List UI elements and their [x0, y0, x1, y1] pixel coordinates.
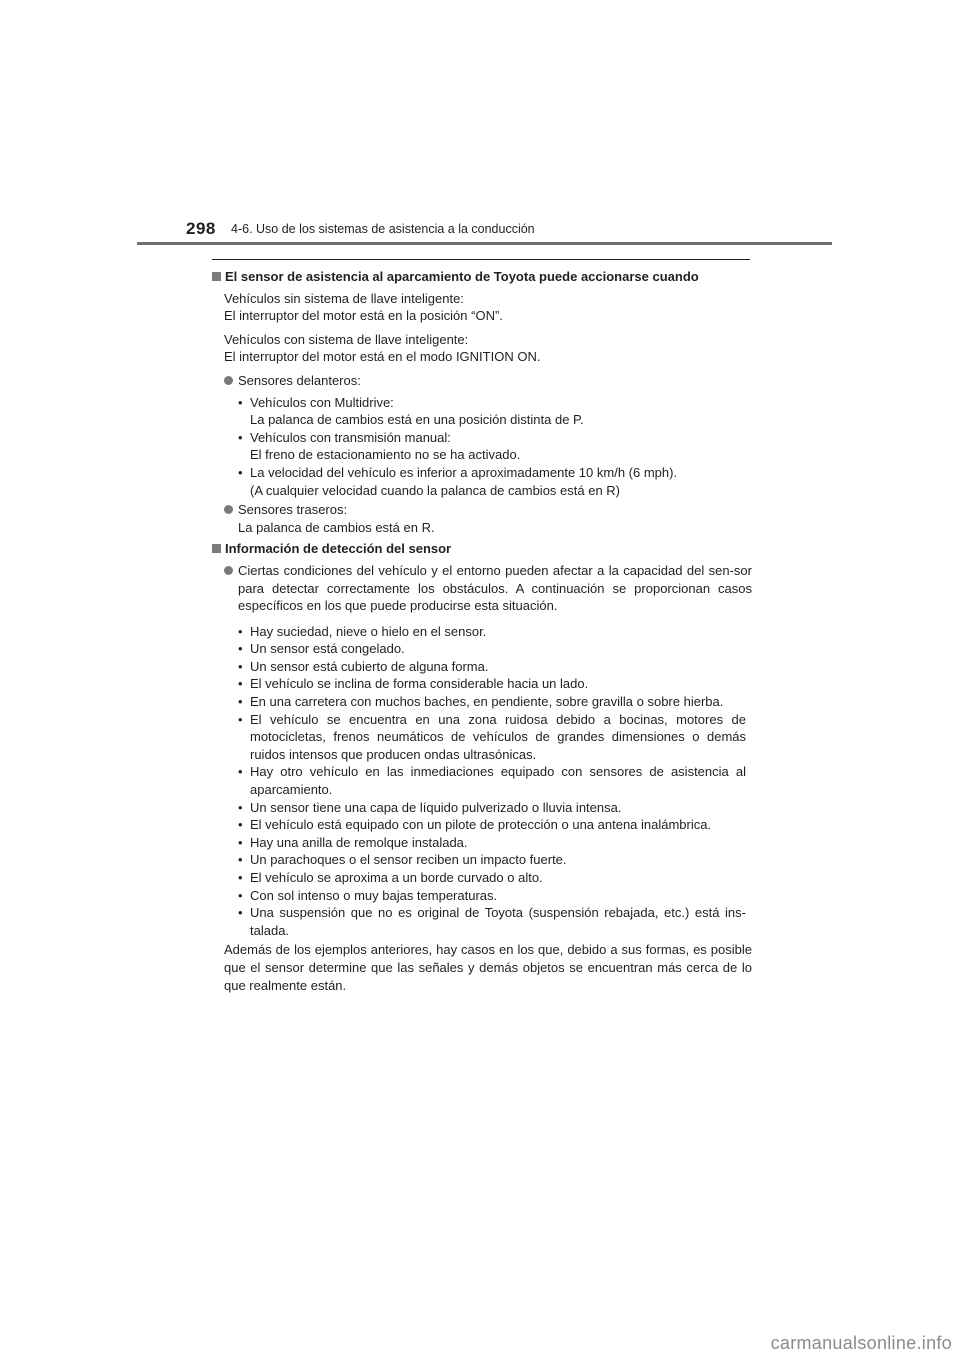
circle-bullet-icon [224, 505, 233, 514]
list-item-subtext: (A cualquier velocidad cuando la palanca de cambios está en R) [250, 482, 621, 498]
front-sensors-label: Sensores delanteros: [238, 372, 361, 388]
list-item-text: Vehículos con Multidrive: [250, 394, 394, 410]
page-content [212, 266, 752, 994]
list-item: • Un sensor tiene una capa de líquido pulverizado o lluvia intensa. [212, 799, 752, 817]
list-item: • Hay una anilla de remolque instalada. [212, 834, 752, 852]
circle-bullet-icon [224, 566, 233, 575]
list-item-text: Vehículos con transmisión manual: [250, 429, 451, 445]
header-rule [137, 242, 832, 245]
list-item: • El vehículo se inclina de forma considerable hacia un lado. [212, 675, 752, 693]
list-item: • Una suspensión que no es original de Toyota (suspensión rebajada, etc.) está ins-talada. [212, 904, 752, 939]
list-item: • Un sensor está congelado. [212, 640, 752, 658]
list-item-subtext: La palanca de cambios está en una posición distinta de P. [250, 412, 584, 428]
paragraph-smart-key [224, 331, 752, 366]
list-item: • Con sol intenso o muy bajas temperaturas. [212, 887, 752, 905]
square-bullet-icon [212, 272, 221, 281]
page-number: 298 [186, 219, 216, 238]
list-item: • Hay otro vehículo en las inmediaciones equipado con sensores de asistencia al aparcamiento. [212, 763, 752, 798]
list-item [212, 394, 752, 429]
list-item-text: La velocidad del vehículo es inferior a aproximadamente 10 km/h (6 mph). [250, 464, 678, 480]
paragraph-line: Vehículos sin sistema de llave inteligente: [224, 290, 464, 306]
detection-intro-text: Ciertas condiciones del vehículo y el entorno pueden afectar a la capacidad del sen-sor para detectar correctamente los obstáculos. A continuación se proporcionan casos específicos en los que puede producirse esta situación. [238, 562, 752, 614]
rear-sensors-item [212, 501, 752, 536]
list-item: • Un parachoques o el sensor reciben un impacto fuerte. [212, 851, 752, 869]
list-item-subtext: El freno de estacionamiento no se ha activado. [250, 447, 521, 463]
list-item [212, 464, 752, 499]
closing-paragraph: Además de los ejemplos anteriores, hay casos en los que, debido a sus formas, es posible que el sensor determine que las señales y demás objetos se encuentran más cerca de lo que realmente están. [224, 942, 752, 993]
section-heading-detection [212, 540, 752, 558]
list-item [212, 429, 752, 464]
square-bullet-icon [212, 544, 221, 553]
paragraph-line: El interruptor del motor está en la posición “ON”. [224, 308, 503, 324]
section-heading-activation [212, 268, 752, 286]
paragraph-line: Vehículos con sistema de llave inteligente: [224, 331, 469, 347]
rear-sensors-label: Sensores traseros: [238, 502, 348, 518]
list-item: • Hay suciedad, nieve o hielo en el sensor. [212, 623, 752, 641]
header-title: 4-6. Uso de los sistemas de asistencia a la conducción [231, 222, 535, 236]
list-item: • En una carretera con muchos baches, en pendiente, sobre gravilla o sobre hierba. [212, 693, 752, 711]
front-sensor-conditions [212, 394, 752, 500]
list-item: • El vehículo está equipado con un pilote de protección o una antena inalámbrica. [212, 816, 752, 834]
list-item: • El vehículo se aproxima a un borde curvado o alto. [212, 869, 752, 887]
paragraph-line: El interruptor del motor está en el modo IGNITION ON. [224, 349, 541, 365]
watermark: carmanualsonline.info [770, 1333, 952, 1353]
list-item: • El vehículo se encuentra en una zona ruidosa debido a bocinas, motores de motocicletas, frenos neumáticos de vehículos de grandes dimensiones o demás ruidos intensos que producen ondas ultrasónicas. [212, 711, 752, 764]
paragraph-no-smart-key [224, 290, 752, 325]
front-sensors-item [212, 372, 752, 390]
section-heading-text: Información de detección del sensor [225, 541, 452, 557]
section-rule [212, 259, 750, 260]
section-heading-text: El sensor de asistencia al aparcamiento de Toyota puede accionarse cuando [225, 269, 699, 284]
list-item: • Un sensor está cubierto de alguna forma. [212, 658, 752, 676]
detection-intro-item [212, 562, 752, 615]
detection-conditions [212, 623, 752, 940]
rear-sensors-text: La palanca de cambios está en R. [238, 519, 435, 535]
circle-bullet-icon [224, 376, 233, 385]
